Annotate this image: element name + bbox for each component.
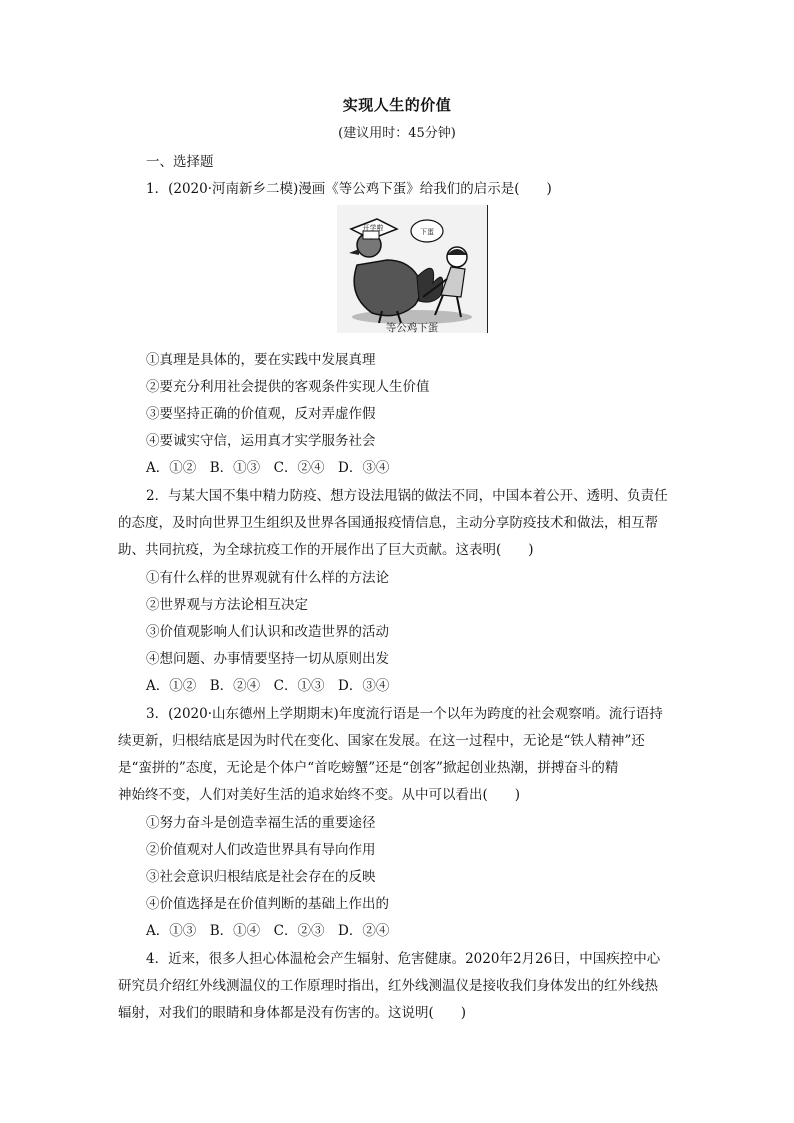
q1-stem: 1．(2020·河南新乡二模)漫画《等公鸡下蛋》给我们的启示是( ) [146, 181, 552, 197]
q3-stem-line2: 续更新，归根结底是因为时代在变化、国家在发展。在这一过程中，无论是“铁人精神”还 [118, 733, 645, 749]
page-title: 实现人生的价值 [342, 96, 452, 114]
hat-label: 开学啦 [362, 224, 384, 232]
q2-stem-line3: 助、共同抗疫，为全球抗疫工作的开展作出了巨大贡献。这表明( ) [118, 542, 534, 558]
q3-stem-line1: 3．(2020·山东德州上学期期末)年度流行语是一个以年为跨度的社会观察哨。流行语持 [146, 706, 663, 722]
q4-stem-line1: 4．近来，很多人担心体温枪会产生辐射、危害健康。2020年2月26日，中国疾控中心 [146, 951, 661, 967]
q3-option-3: ③社会意识归根结底是社会存在的反映 [146, 869, 376, 885]
q1-option-1: ①真理是具体的，要在实践中发展真理 [146, 352, 376, 368]
q2-stem-line2: 的态度，及时向世界卫生组织及世界各国通报疫情信息，主动分享防疫技术和做法，相互帮 [118, 515, 658, 531]
q3-stem-line4: 神始终不变，人们对美好生活的追求始终不变。从中可以看出( ) [118, 787, 521, 803]
time-suggestion: (建议用时：45分钟) [338, 126, 456, 141]
q2-option-1: ①有什么样的世界观就有什么样的方法论 [146, 570, 389, 586]
q3-option-2: ②价值观对人们改造世界具有导向作用 [146, 842, 376, 858]
q4-stem-line3: 辐射，对我们的眼睛和身体都是没有伤害的。这说明( ) [118, 1005, 467, 1021]
cartoon-caption: 等公鸡下蛋 [385, 322, 439, 334]
q2-option-4: ④想问题、办事情要坚持一切从原则出发 [146, 651, 389, 667]
q2-answer-choices: A．①② B．②④ C．①③ D．③④ [146, 678, 390, 694]
q3-answer-choices: A．①③ B．①④ C．②③ D．②④ [146, 923, 390, 939]
cartoon-image [337, 205, 488, 333]
q2-stem-line1: 2．与某大国不集中精力防疫、想方设法甩锅的做法不同，中国本着公开、透明、负责任 [146, 488, 668, 504]
section-heading: 一、选择题 [146, 154, 214, 170]
q4-stem-line2: 研究员介绍红外线测温仪的工作原理时指出，红外线测温仪是接收我们身体发出的红外线热 [118, 978, 658, 994]
q1-option-4: ④要诚实守信，运用真才实学服务社会 [146, 433, 376, 449]
q1-answer-choices: A．①② B．①③ C．②④ D．③④ [146, 460, 390, 476]
bubble-label: 下蛋 [420, 228, 434, 236]
q2-option-2: ②世界观与方法论相互决定 [146, 597, 308, 613]
q2-option-3: ③价值观影响人们认识和改造世界的活动 [146, 624, 389, 640]
q3-option-4: ④价值选择是在价值判断的基础上作出的 [146, 896, 389, 912]
q3-option-1: ①努力奋斗是创造幸福生活的重要途径 [146, 815, 376, 831]
cartoon-drawing [337, 205, 487, 333]
q3-stem-line3: 是“蛮拼的”态度，无论是个体户“首吃螃蟹”还是“创客”掀起创业热潮，拼搏奋斗的精 [118, 760, 619, 776]
q1-option-3: ③要坚持正确的价值观，反对弄虚作假 [146, 406, 376, 422]
q1-option-2: ②要充分利用社会提供的客观条件实现人生价值 [146, 379, 430, 395]
